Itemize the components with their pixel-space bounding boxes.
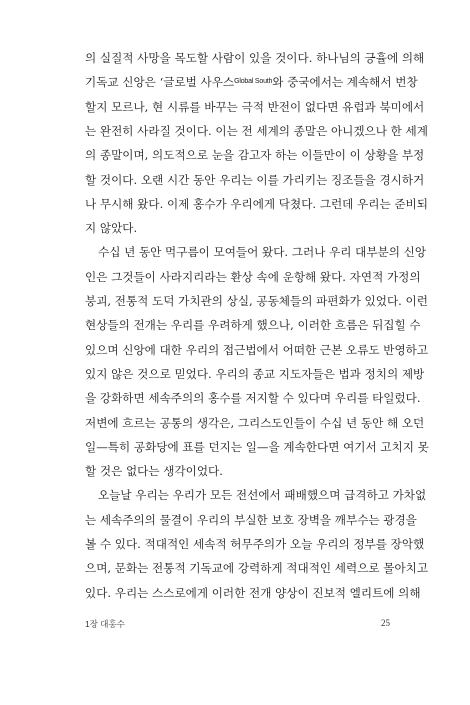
text-line: 의 실질적 사망을 목도할 사람이 있을 것이다. 하나님의 긍휼에 의해 — [85, 51, 425, 65]
text-line: 할 것이다. 오랜 시간 동안 우리는 이를 가리키는 징조들을 경시하거 — [85, 172, 425, 187]
text-line: 일—특히 공화당에 표를 던지는 일—을 계속한다면 여기서 고치지 못 — [85, 439, 429, 454]
text-line: 인은 그것들이 사라지리라는 환상 속에 운항해 왔다. 자연적 가정의 — [85, 269, 421, 284]
text-line: 는 세속주의의 물결이 우리의 부실한 보호 장벽을 깨부수는 광경을 — [85, 512, 417, 527]
text-line: 나 무시해 왔다. 이제 홍수가 우리에게 닥쳤다. 그런데 우리는 준비되 — [85, 196, 428, 211]
text-line: 지 않았다. — [85, 221, 138, 236]
text-line: 을 강화하면 세속주의의 홍수를 저지할 수 있다며 우리를 타일렀다. — [85, 391, 421, 406]
text-line: 할지 모르나, 현 시류를 바꾸는 극적 반전이 없다면 유럽과 북미에서 — [85, 99, 425, 114]
text-line: 있으며 신앙에 대한 우리의 접근법에서 어떠한 근본 오류도 반영하고 — [85, 342, 429, 357]
text-line: 저변에 흐르는 공통의 생각은, 그리스도인들이 수십 년 동안 해 오던 — [85, 415, 425, 430]
text-line: 는 완전히 사라질 것이다. 이는 전 세계의 종말은 아니겠으나 한 세계 — [85, 123, 428, 138]
text-line: 볼 수 있다. 적대적인 세속적 허무주의가 오늘 우리의 정부를 장악했 — [85, 537, 425, 551]
text-line: 오늘날 우리는 우리가 모든 전선에서 패배했으며 급격하고 가차없 — [98, 488, 427, 503]
text-segment: 기독교 신앙은 ‘글로벌 사우스 — [85, 75, 235, 90]
text-line: 으며, 문화는 전통적 기독교에 강력하게 적대적인 세력으로 몰아치고 — [85, 561, 429, 576]
chapter-footer: 1장 대홍수 — [85, 619, 125, 629]
text-line: 현상들의 전개는 우리를 우려하게 했으나, 이러한 흐름은 뒤집힐 수 — [85, 318, 421, 333]
text-line: 할 것은 없다는 생각이었다. — [85, 464, 223, 479]
text-segment: 와 중국에서는 계속해서 번창 — [272, 75, 418, 90]
text-line: 의 종말이며, 의도적으로 눈을 감고자 하는 이들만이 이 상황을 부정 — [85, 148, 425, 163]
text-line — [85, 74, 418, 90]
text-line: 붕괴, 전통적 도덕 가치관의 상실, 공동체들의 파편화가 있었다. 이런 — [85, 294, 428, 308]
superscript-annotation: Global South — [234, 78, 273, 86]
text-line: 있다. 우리는 스스로에게 이러한 전개 양상이 진보적 엘리트에 의해 — [85, 585, 421, 600]
page-number: 25 — [381, 618, 390, 628]
text-line: 있지 않은 것으로 믿었다. 우리의 종교 지도자들은 법과 정치의 제방 — [85, 366, 425, 381]
text-line: 수십 년 동안 먹구름이 모여들어 왔다. 그러나 우리 대부분의 신앙 — [98, 245, 427, 260]
